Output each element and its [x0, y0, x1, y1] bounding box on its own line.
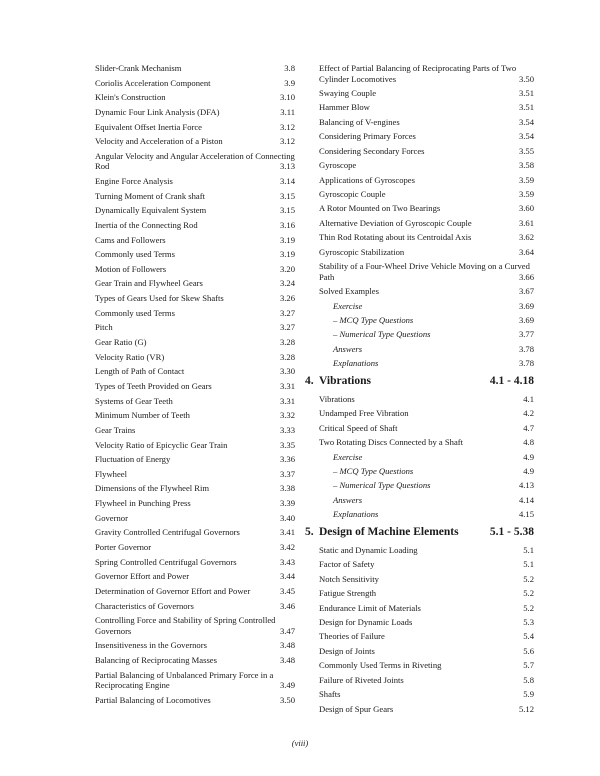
toc-entry-title: Klein's Construction: [95, 92, 166, 103]
toc-entry-page: 3.12: [279, 121, 295, 132]
chapter-page-range: 4.1 - 4.18: [489, 374, 534, 387]
toc-entry-page: 5.2: [523, 588, 534, 599]
toc-entry: [319, 175, 534, 186]
toc-entry-page: 3.26: [279, 293, 295, 304]
toc-entry: [95, 557, 295, 568]
toc-entry-page: 5.2: [523, 573, 534, 584]
toc-entry: [319, 301, 534, 312]
toc-entry-page: 3.48: [279, 640, 295, 651]
toc-entry: [319, 344, 534, 355]
toc-entry: [319, 423, 534, 434]
toc-entry: [319, 704, 534, 715]
toc-entry: [319, 574, 534, 585]
toc-entry-page: 3.43: [279, 556, 295, 567]
toc-entry-page: 3.36: [279, 454, 295, 465]
toc-entry-title: Porter Governor: [95, 542, 152, 552]
toc-entry-title: Velocity and Acceleration of a Piston: [95, 136, 223, 147]
toc-entry-page: 4.15: [518, 509, 534, 520]
toc-entry-title: Failure of Riveted Joints: [319, 674, 404, 685]
toc-entry-title: Gear Train and Flywheel Gears: [95, 278, 203, 289]
toc-entry-title: Commonly Used Terms in Riveting: [319, 660, 442, 671]
toc-entry: [95, 63, 295, 74]
toc-entry: [95, 601, 295, 612]
toc-entry: [95, 352, 295, 363]
toc-entry-title: Partial Balancing of Unbalanced Primary Force in a Reciprocating Engine: [95, 669, 274, 691]
toc-entry-title: Fluctuation of Energy: [95, 454, 171, 465]
toc-entry-title: Alternative Deviation of Gyroscopic Couple: [319, 217, 472, 228]
toc-entry-page: 3.8: [284, 63, 295, 73]
toc-entry-page: 3.39: [279, 498, 295, 509]
toc-entry: [95, 454, 295, 465]
chapter-number: 4.: [305, 374, 314, 387]
toc-entry: [319, 358, 534, 369]
toc-entry: [319, 146, 534, 157]
toc-entry-title: Thin Rod Rotating about its Centroidal Axis: [319, 232, 472, 243]
toc-entry-title: Effect of Partial Balancing of Reciprocating Parts of Two Cylinder Locomotives: [319, 63, 517, 84]
toc-entry-page: 3.69: [518, 300, 534, 311]
toc-entry-page: 3.50: [518, 73, 534, 84]
toc-entry-title: Length of Path of Contact: [95, 366, 185, 377]
toc-entry-page: 3.54: [518, 116, 534, 127]
toc-entry: [319, 495, 534, 506]
toc-entry-title: Motion of Followers: [95, 263, 167, 274]
toc-entry-page: 3.32: [279, 410, 295, 421]
toc-entry-title: Coriolis Acceleration Component: [95, 77, 211, 88]
toc-entry-title: Commonly used Terms: [95, 307, 175, 318]
toc-entry: [319, 509, 534, 520]
toc-entry: [95, 136, 295, 147]
toc-entry: [95, 513, 295, 524]
toc-entry-title: Fatigue Strength: [319, 588, 377, 599]
toc-entry-title: Determination of Governor Effort and Power: [95, 585, 251, 596]
toc-entry-title: Pitch: [95, 322, 113, 333]
toc-entry-title: Explanations: [333, 509, 379, 520]
toc-entry: [319, 675, 534, 686]
toc-entry-page: 3.59: [518, 174, 534, 185]
toc-chapter-heading: [305, 374, 534, 388]
toc-entry-page: 4.2: [523, 408, 534, 419]
toc-entry-page: 3.10: [279, 92, 295, 103]
toc-entry: [95, 308, 295, 319]
toc-entry-page: 3.44: [279, 571, 295, 582]
toc-entry: [95, 542, 295, 553]
toc-entry: [95, 78, 295, 89]
toc-entry-page: 3.50: [279, 694, 295, 705]
toc-entry-title: Design of Joints: [319, 645, 375, 656]
toc-entry: [95, 571, 295, 582]
toc-entry-title: – MCQ Type Questions: [333, 466, 414, 476]
toc-entry-title: Turning Moment of Crank shaft: [95, 190, 205, 201]
toc-entry-title: Flywheel in Punching Press: [95, 498, 191, 509]
toc-entry: [319, 329, 534, 340]
toc-entry-title: Endurance Limit of Materials: [319, 602, 421, 613]
toc-entry-page: 3.78: [518, 358, 534, 369]
toc-entry: [95, 278, 295, 289]
toc-entry-title: Partial Balancing of Locomotives: [95, 694, 211, 705]
toc-entry: [95, 440, 295, 451]
toc-entry-title: Design of Spur Gears: [319, 703, 394, 714]
toc-entry: [95, 396, 295, 407]
toc-entry-title: Commonly used Terms: [95, 249, 175, 260]
toc-entry: [319, 203, 534, 214]
toc-entry-page: 3.47: [279, 625, 295, 636]
toc-entry: [319, 588, 534, 599]
toc-entry-page: 3.61: [518, 217, 534, 228]
toc-entry: [95, 122, 295, 133]
toc-entry-title: Angular Velocity and Angular Acceleration of Connecting Rod: [95, 150, 295, 172]
toc-entry-page: 4.9: [523, 451, 534, 462]
toc-entry: [319, 232, 534, 243]
chapter-number: 5.: [305, 525, 314, 538]
toc-entry-page: 3.19: [279, 234, 295, 245]
toc-entry-page: 3.66: [518, 271, 534, 282]
toc-entry-page: 3.38: [279, 483, 295, 494]
toc-entry: [319, 545, 534, 556]
toc-entry: [319, 261, 534, 282]
toc-entry-page: 3.15: [279, 205, 295, 216]
toc-left-column: [95, 63, 295, 709]
toc-entry: [319, 315, 534, 326]
toc-entry: [95, 235, 295, 246]
toc-entry-page: 3.16: [279, 219, 295, 230]
page-folio: (viii): [291, 738, 309, 748]
toc-entry-title: Gyroscopic Couple: [319, 189, 386, 199]
toc-entry: [95, 151, 295, 172]
toc-entry-page: 4.8: [523, 437, 534, 448]
toc-entry-page: 5.2: [523, 602, 534, 613]
toc-entry-title: Systems of Gear Teeth: [95, 395, 173, 406]
toc-entry: [95, 107, 295, 118]
toc-entry-page: 3.37: [279, 468, 295, 479]
toc-entry-title: Considering Secondary Forces: [319, 145, 425, 156]
toc-entry: [95, 92, 295, 103]
toc-entry: [319, 689, 534, 700]
toc-entry: [319, 631, 534, 642]
toc-entry-title: Balancing of V-engines: [319, 116, 400, 127]
toc-entry: [319, 437, 534, 448]
toc-entry-title: Undamped Free Vibration: [319, 408, 409, 419]
toc-entry-page: 4.14: [518, 494, 534, 505]
toc-entry: [95, 483, 295, 494]
toc-entry-title: Engine Force Analysis: [95, 175, 173, 186]
toc-entry: [319, 480, 534, 491]
toc-entry-page: 5.9: [523, 689, 534, 700]
toc-entry: [95, 176, 295, 187]
toc-entry-page: 5.1: [523, 544, 534, 555]
toc-entry: [319, 559, 534, 570]
toc-entry-page: 3.14: [279, 175, 295, 186]
toc-entry-title: Critical Speed of Shaft: [319, 422, 398, 433]
toc-entry: [95, 586, 295, 597]
toc-entry-title: Equivalent Offset Inertia Force: [95, 121, 202, 132]
toc-entry: [319, 247, 534, 258]
toc-entry: [95, 527, 295, 538]
toc-entry-page: 3.42: [279, 542, 295, 552]
toc-entry-page: 3.15: [279, 190, 295, 201]
toc-entry-title: Spring Controlled Centrifugal Governors: [95, 556, 237, 567]
toc-entry-page: 5.12: [518, 703, 534, 714]
toc-entry-title: Inertia of the Connecting Rod: [95, 219, 198, 230]
toc-entry-title: Minimum Number of Teeth: [95, 410, 190, 421]
chapter-title: Vibrations: [319, 374, 371, 387]
toc-entry-page: 3.41: [279, 527, 295, 538]
toc-entry: [319, 286, 534, 297]
toc-entry: [95, 293, 295, 304]
toc-entry-page: 3.78: [518, 343, 534, 354]
toc-entry: [95, 220, 295, 231]
toc-entry: [319, 660, 534, 671]
toc-entry-page: 4.7: [523, 422, 534, 433]
toc-entry-title: Factor of Safety: [319, 559, 375, 570]
toc-entry-page: 5.4: [523, 631, 534, 642]
toc-entry-page: 3.31: [279, 395, 295, 406]
toc-entry-title: Applications of Gyroscopes: [319, 174, 415, 185]
toc-entry-page: 3.13: [279, 161, 295, 172]
toc-entry-title: Vibrations: [319, 393, 355, 404]
toc-entry: [319, 131, 534, 142]
toc-entry: [95, 469, 295, 480]
toc-entry-page: 3.45: [279, 585, 295, 596]
toc-entry-page: 5.3: [523, 617, 534, 627]
toc-entry: [95, 381, 295, 392]
toc-entry: [319, 452, 534, 463]
toc-entry: [95, 191, 295, 202]
toc-entry-page: 3.28: [279, 337, 295, 348]
toc-entry-page: 3.11: [280, 106, 295, 117]
toc-entry-page: 3.69: [518, 315, 534, 325]
toc-entry-title: Dynamic Four Link Analysis (DFA): [95, 106, 220, 117]
toc-entry-page: 3.33: [279, 424, 295, 435]
toc-entry-title: – MCQ Type Questions: [333, 315, 414, 325]
toc-entry-page: 3.51: [518, 102, 534, 113]
toc-entry-page: 3.64: [518, 246, 534, 257]
toc-entry-page: 5.1: [523, 559, 534, 570]
toc-entry-page: 3.67: [518, 286, 534, 297]
toc-entry-page: 3.40: [279, 512, 295, 523]
toc-entry: [95, 264, 295, 275]
toc-entry-page: 3.48: [279, 654, 295, 665]
toc-entry-page: 3.27: [279, 322, 295, 333]
toc-entry-page: 3.54: [518, 131, 534, 142]
toc-entry-page: 3.9: [284, 77, 295, 88]
toc-entry-page: 3.19: [279, 249, 295, 260]
toc-entry-title: Explanations: [333, 358, 379, 369]
toc-entry: [95, 425, 295, 436]
toc-entry-page: 3.12: [279, 136, 295, 147]
toc-entry-page: 3.51: [518, 87, 534, 98]
toc-entry-page: 3.60: [518, 203, 534, 214]
toc-chapter-heading: [305, 525, 534, 539]
toc-entry-title: Cams and Followers: [95, 234, 166, 245]
toc-entry-title: Dimensions of the Flywheel Rim: [95, 483, 210, 494]
toc-entry-title: Answers: [333, 494, 363, 505]
toc-entry: [95, 615, 295, 636]
toc-entry-title: Governor Effort and Power: [95, 571, 190, 582]
toc-entry: [319, 617, 534, 628]
toc-entry-page: 3.20: [279, 263, 295, 274]
toc-entry-title: Gyroscope: [319, 160, 357, 171]
toc-entry-page: 3.62: [518, 232, 534, 243]
toc-entry-title: Types of Teeth Provided on Gears: [95, 380, 212, 391]
toc-entry-title: Exercise: [333, 300, 363, 311]
toc-entry-title: Stability of a Four-Wheel Drive Vehicle Moving on a Curved Path: [319, 261, 530, 282]
toc-entry-title: Exercise: [333, 451, 363, 462]
toc-entry: [319, 160, 534, 171]
toc-entry-page: 3.31: [279, 380, 295, 391]
toc-entry-page: 3.77: [518, 329, 534, 340]
toc-entry: [95, 655, 295, 666]
toc-entry-page: 4.13: [518, 480, 534, 491]
toc-entry: [319, 466, 534, 477]
toc-entry-page: 3.27: [279, 307, 295, 318]
toc-entry-page: 3.28: [279, 351, 295, 362]
toc-entry-title: Characteristics of Governors: [95, 600, 194, 611]
toc-entry: [95, 366, 295, 377]
toc-entry-title: Insensitiveness in the Governors: [95, 640, 207, 651]
toc-entry-page: 5.8: [523, 674, 534, 685]
toc-entry: [319, 88, 534, 99]
toc-entry: [95, 410, 295, 421]
chapter-page-range: 5.1 - 5.38: [489, 525, 534, 538]
toc-entry-title: Flywheel: [95, 468, 127, 479]
toc-entry-title: Hammer Blow: [319, 102, 370, 113]
toc-entry-page: 3.30: [279, 366, 295, 377]
chapter-title: Design of Machine Elements: [319, 525, 459, 538]
toc-entry-page: 4.9: [523, 466, 534, 476]
toc-entry-page: 5.7: [523, 660, 534, 671]
toc-entry: [319, 63, 534, 84]
toc-entry: [319, 189, 534, 200]
toc-entry-title: Balancing of Reciprocating Masses: [95, 654, 217, 665]
toc-entry-title: Gear Ratio (G): [95, 337, 147, 348]
toc-entry-title: A Rotor Mounted on Two Bearings: [319, 203, 441, 214]
toc-entry-title: Controlling Force and Stability of Spring Controlled Governors: [95, 615, 276, 636]
toc-entry: [95, 498, 295, 509]
toc-entry: [95, 249, 295, 260]
toc-entry-page: 5.6: [523, 645, 534, 656]
toc-entry: [95, 695, 295, 706]
toc-entry-title: Slider-Crank Mechanism: [95, 63, 182, 73]
toc-entry-page: 3.58: [518, 160, 534, 171]
toc-entry-title: Notch Sensitivity: [319, 573, 379, 584]
toc-entry-page: 3.59: [518, 189, 534, 199]
toc-entry-title: Velocity Ratio (VR): [95, 351, 165, 362]
toc-entry-title: – Numerical Type Questions: [333, 329, 431, 340]
toc-entry: [319, 394, 534, 405]
toc-entry-title: Governor: [95, 512, 128, 523]
toc-entry-title: – Numerical Type Questions: [333, 480, 431, 491]
toc-entry-title: Static and Dynamic Loading: [319, 544, 418, 555]
toc-entry: [319, 603, 534, 614]
toc-entry: [95, 322, 295, 333]
toc-entry-page: 4.1: [523, 393, 534, 404]
toc-entry-page: 3.35: [279, 439, 295, 450]
toc-entry-title: Shafts: [319, 689, 341, 700]
toc-entry-title: Two Rotating Discs Connected by a Shaft: [319, 437, 464, 448]
toc-entry: [95, 205, 295, 216]
toc-entry: [95, 640, 295, 651]
toc-entry-title: Gravity Controlled Centrifugal Governors: [95, 527, 240, 538]
toc-entry: [319, 646, 534, 657]
toc-entry-title: Swaying Couple: [319, 87, 377, 98]
toc-entry-title: Velocity Ratio of Epicyclic Gear Train: [95, 439, 228, 450]
toc-entry-title: Design for Dynamic Loads: [319, 617, 413, 627]
toc-entry-title: Answers: [333, 343, 363, 354]
toc-entry-page: 3.49: [279, 680, 295, 691]
toc-entry-page: 3.55: [518, 145, 534, 156]
toc-entry-page: 3.24: [279, 278, 295, 289]
toc-entry: [319, 218, 534, 229]
toc-entry: [319, 102, 534, 113]
toc-entry: [95, 337, 295, 348]
toc-entry-title: Types of Gears Used for Skew Shafts: [95, 293, 224, 304]
toc-entry-title: Gyroscopic Stabilization: [319, 246, 405, 257]
toc-right-column: [305, 63, 534, 718]
toc-entry-title: Solved Examples: [319, 286, 379, 297]
toc-entry-title: Dynamically Equivalent System: [95, 205, 207, 216]
toc-entry-title: Considering Primary Forces: [319, 131, 416, 142]
toc-entry-title: Gear Trains: [95, 424, 136, 435]
toc-entry: [95, 670, 295, 691]
toc-entry-page: 3.46: [279, 600, 295, 611]
toc-entry-title: Theories of Failure: [319, 631, 385, 642]
toc-entry: [319, 408, 534, 419]
toc-entry: [319, 117, 534, 128]
